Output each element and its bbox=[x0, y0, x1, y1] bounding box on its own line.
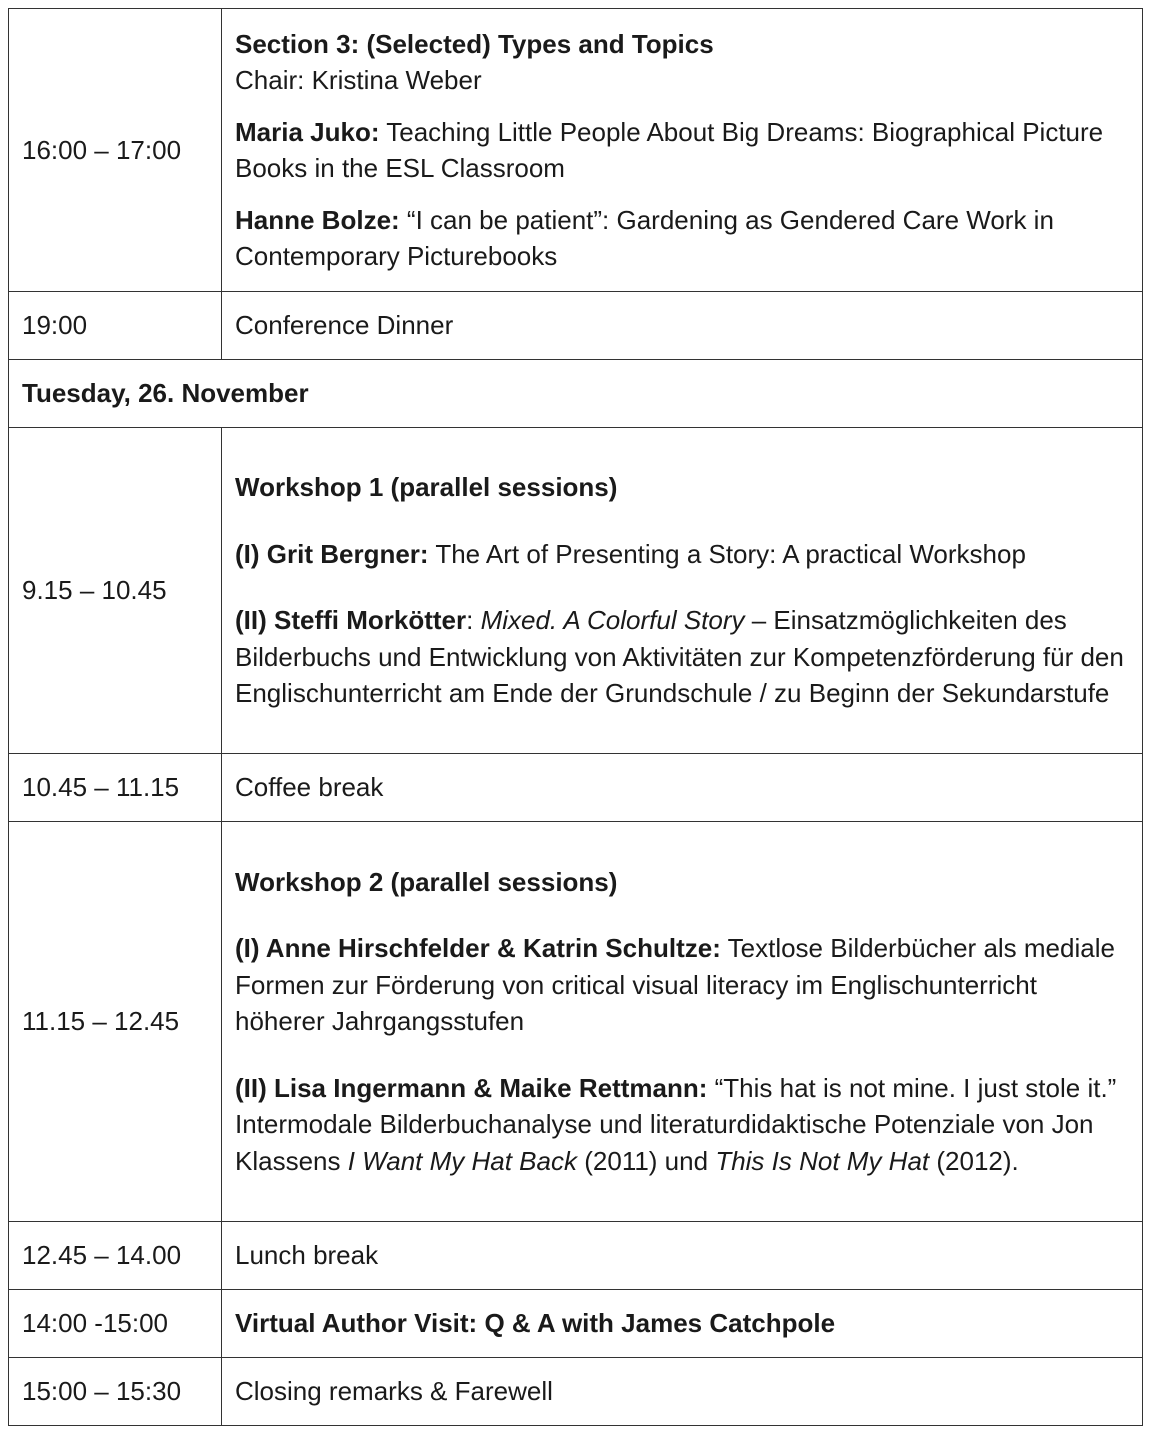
session-cell: Coffee break bbox=[222, 754, 1143, 822]
speaker-name: Maria Juko: bbox=[235, 116, 380, 147]
workshop-entry bbox=[235, 1070, 1129, 1180]
workshop-title: – Einsatzmöglichkeiten des Bilderbuchs und Entwicklung von Aktivitäten zur Kompetenzförderung für den Englischunterricht am Ende der Grundschule / zu Beginn der Sekundarstufe bbox=[235, 605, 1124, 709]
session-cell bbox=[222, 428, 1143, 754]
section-heading: Section 3: (Selected) Types and Topics bbox=[235, 28, 714, 59]
colon-text: : bbox=[466, 605, 474, 636]
table-row bbox=[9, 822, 1143, 1222]
workshop-entry bbox=[235, 602, 1129, 712]
session-cell bbox=[222, 1290, 1143, 1358]
chair-line: Chair: Kristina Weber bbox=[235, 65, 482, 95]
time-cell: 15:00 – 15:30 bbox=[9, 1358, 222, 1426]
schedule-table bbox=[8, 8, 1143, 1426]
workshop-entry bbox=[235, 536, 1129, 573]
time-cell: 11.15 – 12.45 bbox=[9, 822, 222, 1222]
session-cell: Lunch break bbox=[222, 1222, 1143, 1290]
day-header-row bbox=[9, 360, 1143, 428]
workshop-text: “This hat is not mine. I just stole it.” Intermodale Bilderbuchanalyse und literaturdidaktische Potenziale von Jon Klassens bbox=[235, 1072, 1117, 1176]
workshop-text: (2011) und bbox=[584, 1145, 709, 1176]
speaker-name: Hanne Bolze: bbox=[235, 204, 400, 235]
table-row bbox=[9, 1290, 1143, 1358]
session-cell: Closing remarks & Farewell bbox=[222, 1358, 1143, 1426]
session-cell: Conference Dinner bbox=[222, 292, 1143, 360]
workshop-title: Textlose Bilderbücher als mediale Formen zur Förderung von critical visual literacy im Englischunterricht höherer Jahrgangsstufen bbox=[235, 933, 1115, 1037]
time-cell: 10.45 – 11.15 bbox=[9, 754, 222, 822]
time-cell: 12.45 – 14.00 bbox=[9, 1222, 222, 1290]
talk-entry bbox=[235, 114, 1129, 187]
book-title: This Is Not My Hat bbox=[715, 1145, 930, 1176]
workshop-entry bbox=[235, 930, 1129, 1040]
presenter-name: (II) Lisa Ingermann & Maike Rettmann: bbox=[235, 1072, 708, 1103]
workshop-text: (2012). bbox=[936, 1145, 1019, 1176]
table-row bbox=[9, 1358, 1143, 1426]
session-cell bbox=[222, 822, 1143, 1222]
time-cell: 14:00 -15:00 bbox=[9, 1290, 222, 1358]
time-cell: 16:00 – 17:00 bbox=[9, 9, 222, 292]
day-heading: Tuesday, 26. November bbox=[9, 360, 1143, 428]
workshop-title: The Art of Presenting a Story: A practical Workshop bbox=[435, 538, 1026, 569]
table-row bbox=[9, 292, 1143, 360]
table-row bbox=[9, 428, 1143, 754]
workshop-heading: Workshop 1 (parallel sessions) bbox=[235, 472, 618, 503]
presenter-name: (I) Grit Bergner: bbox=[235, 538, 429, 569]
table-row bbox=[9, 1222, 1143, 1290]
talk-title: Teaching Little People About Big Dreams: Biographical Picture Books in the ESL Classroom bbox=[235, 116, 1104, 183]
talk-title: “I can be patient”: Gardening as Gendered Care Work in Contemporary Picturebooks bbox=[235, 204, 1054, 271]
session-cell bbox=[222, 9, 1143, 292]
workshop-heading: Workshop 2 (parallel sessions) bbox=[235, 866, 618, 897]
talk-entry bbox=[235, 202, 1129, 275]
time-cell: 9.15 – 10.45 bbox=[9, 428, 222, 754]
event-title: Virtual Author Visit: Q & A with James Catchpole bbox=[235, 1308, 836, 1339]
presenter-name: (II) Steffi Morkötter bbox=[235, 605, 467, 636]
table-row bbox=[9, 9, 1143, 292]
book-title: I Want My Hat Back bbox=[347, 1145, 577, 1176]
book-title: Mixed. A Colorful Story bbox=[480, 605, 745, 636]
table-row bbox=[9, 754, 1143, 822]
time-cell: 19:00 bbox=[9, 292, 222, 360]
presenter-name: (I) Anne Hirschfelder & Katrin Schultze: bbox=[235, 933, 721, 964]
